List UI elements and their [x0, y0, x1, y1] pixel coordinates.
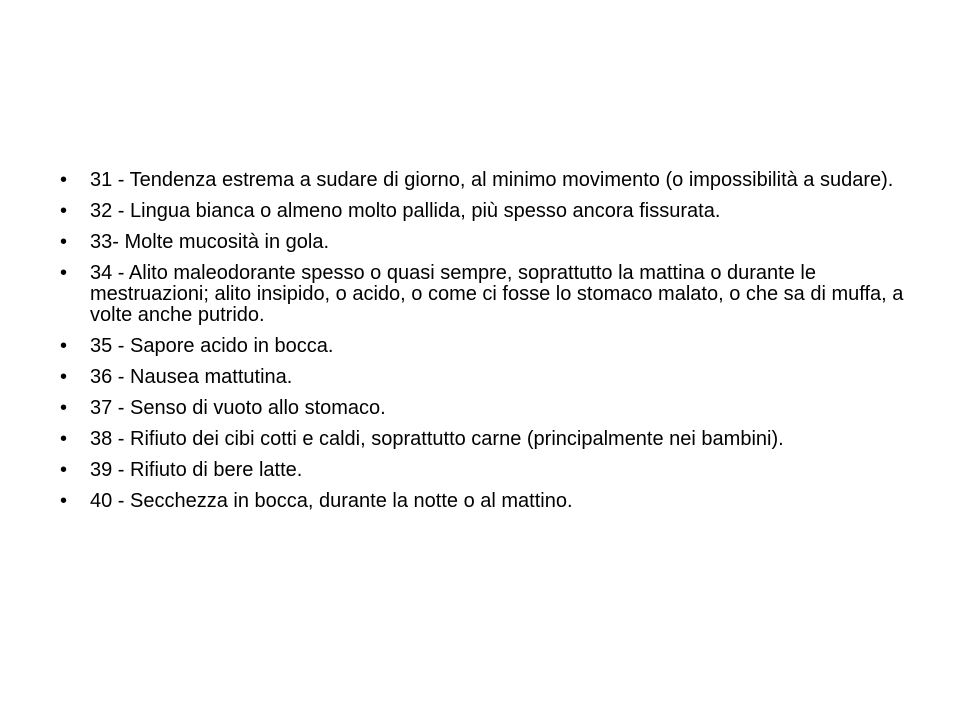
- bullet-icon: •: [60, 366, 68, 388]
- list-item-text: 36 - Nausea mattutina.: [90, 366, 293, 388]
- bullet-list: [60, 170, 910, 522]
- list-item: [60, 491, 910, 512]
- list-item-text: 39 - Rifiuto di bere latte.: [90, 459, 303, 481]
- bullet-icon: •: [60, 335, 68, 357]
- list-item: [60, 367, 910, 388]
- bullet-icon: •: [60, 397, 68, 419]
- list-item-text: 38 - Rifiuto dei cibi cotti e caldi, soprattutto carne (principalmente nei bambini).: [90, 428, 784, 450]
- bullet-icon: •: [60, 231, 68, 253]
- list-item: [60, 429, 910, 450]
- list-item: [60, 263, 910, 326]
- bullet-icon: •: [60, 428, 68, 450]
- list-item-text: 33- Molte mucosità in gola.: [90, 231, 330, 253]
- list-item: [60, 170, 910, 191]
- list-item: [60, 460, 910, 481]
- list-item: [60, 201, 910, 222]
- list-item-text: 40 - Secchezza in bocca, durante la notte o al mattino.: [90, 490, 573, 512]
- list-item-text: 31 - Tendenza estrema a sudare di giorno, al minimo movimento (o impossibilità a sudare).: [90, 169, 894, 191]
- bullet-icon: •: [60, 262, 68, 284]
- bullet-icon: •: [60, 490, 68, 512]
- list-item: [60, 232, 910, 253]
- bullet-icon: •: [60, 459, 68, 481]
- bullet-icon: •: [60, 200, 68, 222]
- bullet-icon: •: [60, 169, 68, 191]
- list-item-text: 34 - Alito maleodorante spesso o quasi sempre, soprattutto la mattina o durante le mestruazioni; alito insipido, o acido, o come ci fosse lo stomaco malato, o che sa di muffa, a volte anche putrido.: [90, 262, 904, 326]
- list-item: [60, 398, 910, 419]
- list-item-text: 32 - Lingua bianca o almeno molto pallida, più spesso ancora fissurata.: [90, 200, 721, 222]
- list-item-text: 35 - Sapore acido in bocca.: [90, 335, 334, 357]
- list-item: [60, 336, 910, 357]
- list-item-text: 37 - Senso di vuoto allo stomaco.: [90, 397, 386, 419]
